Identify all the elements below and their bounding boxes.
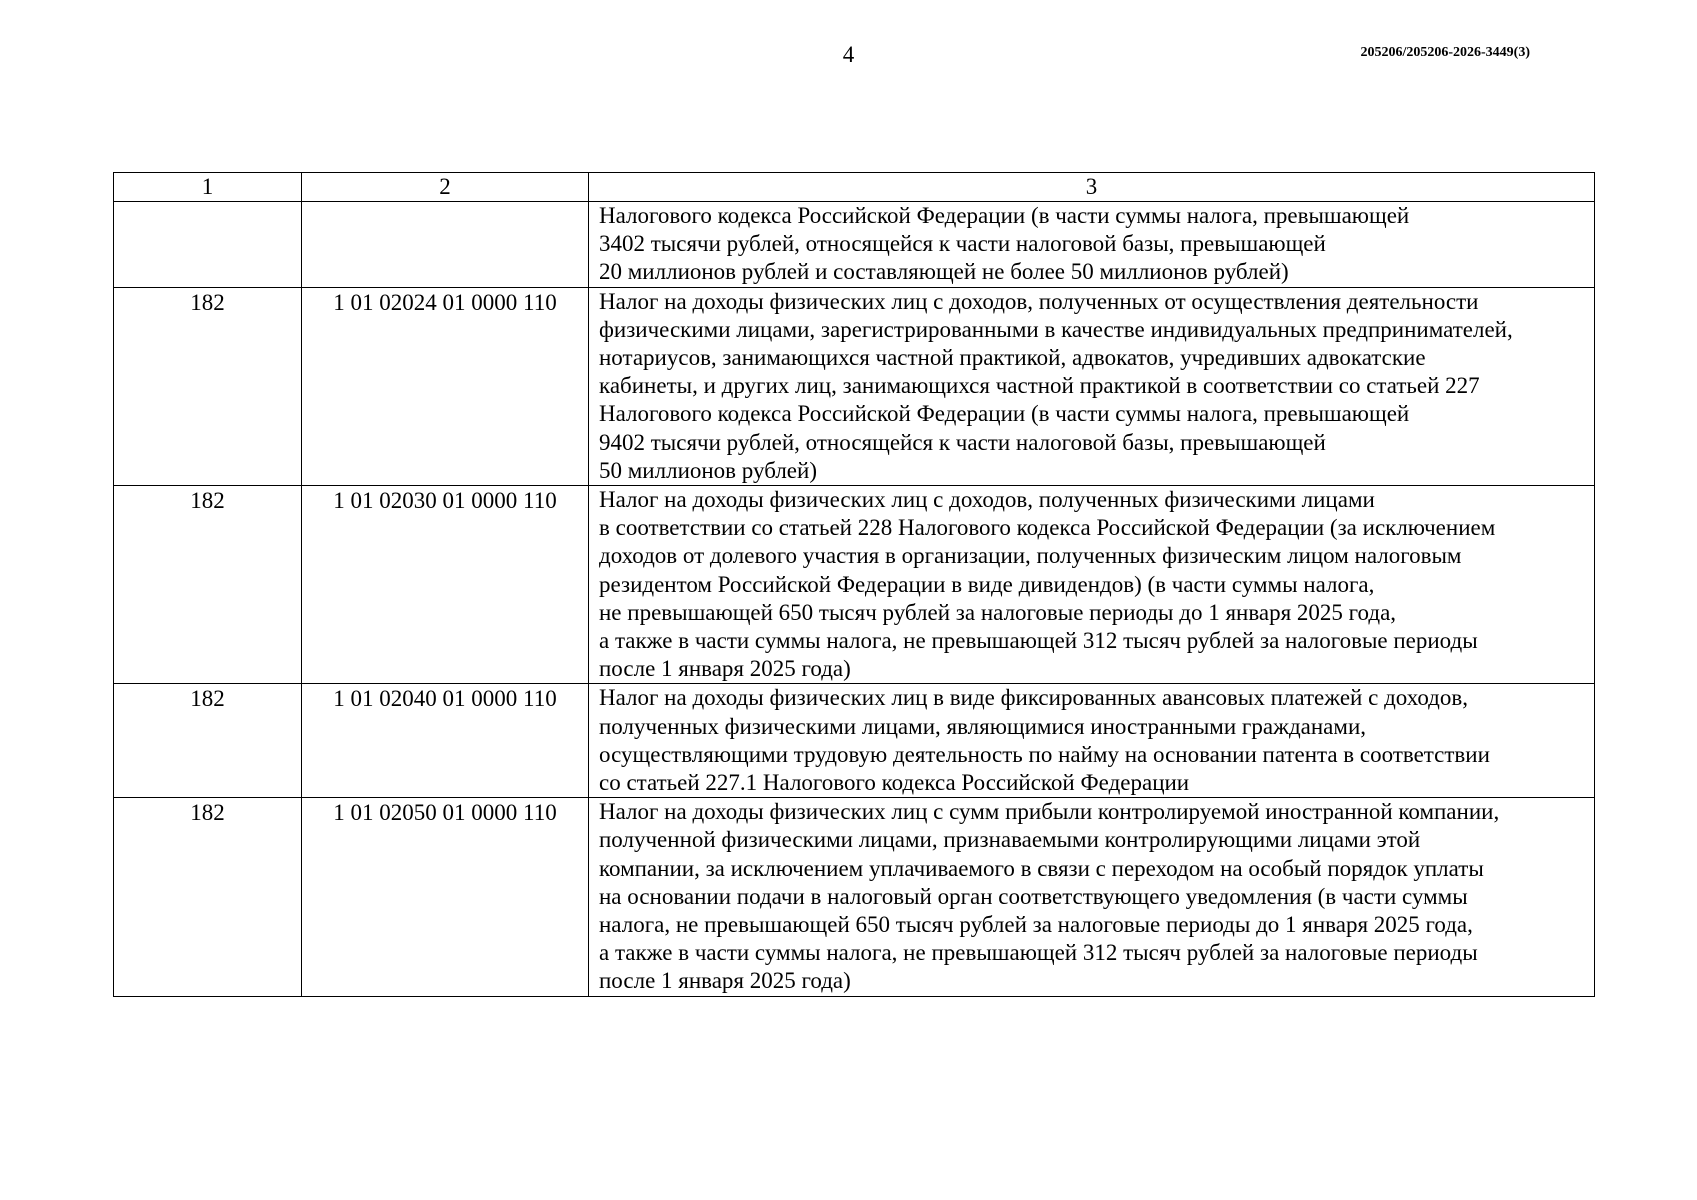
revenue-name-line: Налог на доходы физических лиц с доходов, полученных от осуществления деятельности: [599, 288, 1479, 314]
revenue-name-line: Налогового кодекса Российской Федерации (в части суммы налога, превышающей: [599, 401, 1410, 427]
admin-code-cell: 182: [114, 287, 302, 485]
revenue-name-line: налога, не превышающей 650 тысяч рублей за налоговые периоды до 1 января 2025 года,: [599, 912, 1473, 938]
revenue-name-line: осуществляющими трудовую деятельность по найму на основании патента в соответствии: [599, 741, 1490, 767]
revenue-name-line: компании, за исключением уплачиваемого в связи с переходом на особый порядок уплаты: [599, 855, 1484, 881]
table-body: [114, 202, 1595, 997]
revenue-name-line: Налог на доходы физических лиц с сумм прибыли контролируемой иностранной компании,: [599, 799, 1500, 825]
revenue-name-line: Налог на доходы физических лиц с доходов, полученных физическими лицами: [599, 487, 1375, 513]
table-row: [114, 202, 1595, 288]
kbk-code-cell: 1 01 02040 01 0000 110: [302, 684, 589, 798]
revenue-name-line: 9402 тысячи рублей, относящейся к части налоговой базы, превышающей: [599, 429, 1326, 455]
admin-code-cell: [114, 202, 302, 288]
revenue-name-line: полученной физическими лицами, признаваемыми контролирующими лицами этой: [599, 827, 1421, 853]
revenue-name-line: на основании подачи в налоговый орган соответствующего уведомления (в части суммы: [599, 883, 1468, 909]
revenue-name-line: в соответствии со статьей 228 Налогового кодекса Российской Федерации (за исключением: [599, 515, 1496, 541]
document-id: 205206/205206-2026-3449(3): [1360, 45, 1530, 60]
revenue-name-line: после 1 января 2025 года): [599, 656, 851, 682]
admin-code-cell: 182: [114, 798, 302, 996]
revenue-name-cell: [589, 486, 1595, 684]
kbk-code-cell: 1 01 02050 01 0000 110: [302, 798, 589, 996]
revenue-name-line: 3402 тысячи рублей, относящейся к части налоговой базы, превышающей: [599, 231, 1326, 257]
revenue-name-line: а также в части суммы налога, не превышающей 312 тысяч рублей за налоговые периоды: [599, 628, 1478, 654]
admin-code-cell: 182: [114, 684, 302, 798]
kbk-code-cell: [302, 202, 589, 288]
kbk-code-cell: 1 01 02030 01 0000 110: [302, 486, 589, 684]
revenue-name-cell: [589, 798, 1595, 996]
revenue-name-line: 20 миллионов рублей и составляющей не более 50 миллионов рублей): [599, 259, 1289, 285]
admin-code-cell: 182: [114, 486, 302, 684]
revenue-name-cell: [589, 684, 1595, 798]
column-header-1: 1: [114, 173, 302, 202]
revenue-codes-table: [113, 172, 1595, 997]
column-header-3: 3: [589, 173, 1595, 202]
column-header-2: 2: [302, 173, 589, 202]
revenue-name-line: 50 миллионов рублей): [599, 457, 817, 483]
revenue-name-line: со статьей 227.1 Налогового кодекса Российской Федерации: [599, 770, 1190, 796]
revenue-name-line: полученных физическими лицами, являющимися иностранными гражданами,: [599, 713, 1366, 739]
revenue-name-line: кабинеты, и других лиц, занимающихся частной практикой в соответствии со статьей 227: [599, 373, 1480, 399]
revenue-name-line: после 1 января 2025 года): [599, 968, 851, 994]
revenue-name-line: Налогового кодекса Российской Федерации (в части суммы налога, превышающей: [599, 203, 1410, 228]
revenue-name-cell: [589, 287, 1595, 485]
revenue-name-line: Налог на доходы физических лиц в виде фиксированных авансовых платежей с доходов,: [599, 685, 1468, 711]
revenue-name-line: резидентом Российской Федерации в виде дивидендов) (в части суммы налога,: [599, 571, 1375, 597]
revenue-name-line: физическими лицами, зарегистрированными в качестве индивидуальных предпринимателей,: [599, 316, 1513, 342]
table-row: [114, 287, 1595, 485]
revenue-name-line: нотариусов, занимающихся частной практикой, адвокатов, учредивших адвокатские: [599, 345, 1426, 371]
page-number: 4: [842, 42, 855, 67]
revenue-name-line: а также в части суммы налога, не превышающей 312 тысяч рублей за налоговые периоды: [599, 940, 1478, 966]
table-row: [114, 684, 1595, 798]
table-row: [114, 798, 1595, 996]
kbk-code-cell: 1 01 02024 01 0000 110: [302, 287, 589, 485]
revenue-name-cell: [589, 202, 1595, 288]
table-row: [114, 486, 1595, 684]
revenue-name-line: доходов от долевого участия в организации, полученных физическим лицом налоговым: [599, 543, 1462, 569]
table-header-row: [114, 173, 1595, 202]
revenue-name-line: не превышающей 650 тысяч рублей за налоговые периоды до 1 января 2025 года,: [599, 599, 1397, 625]
